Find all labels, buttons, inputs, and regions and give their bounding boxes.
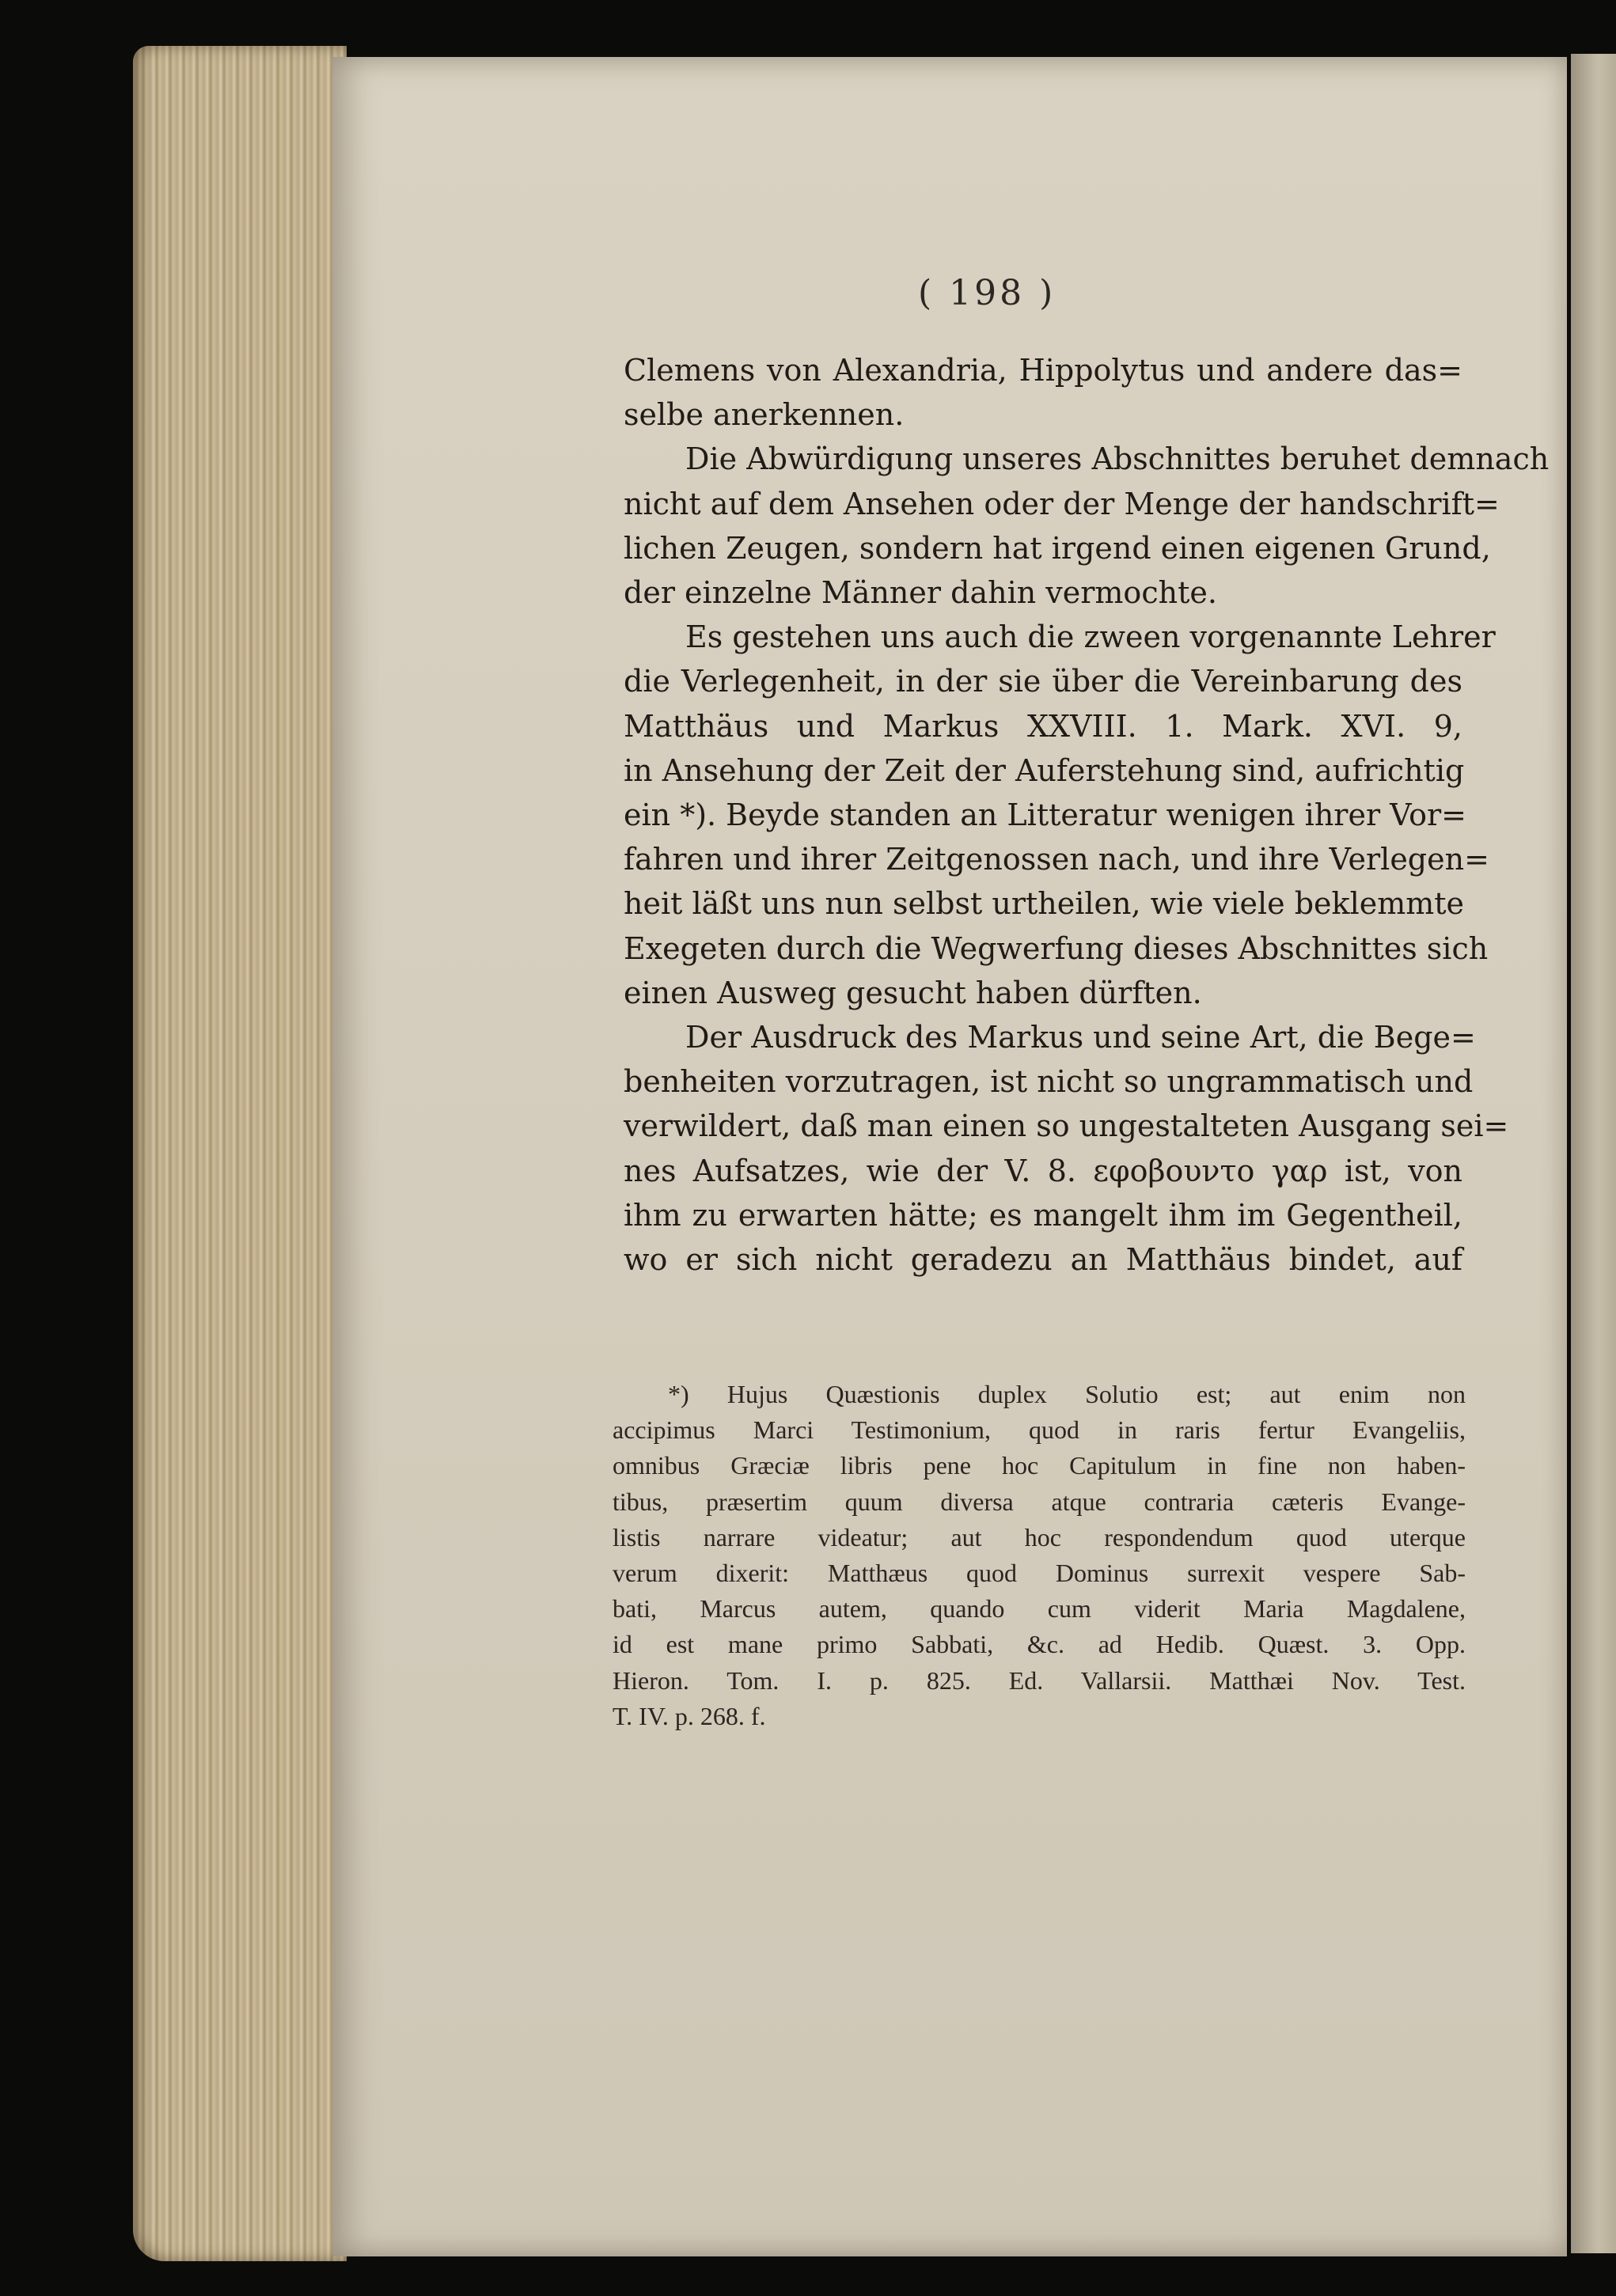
body-line: ihm zu erwarten hätte; es mangelt ihm im Gegentheil, [624, 1197, 1462, 1233]
body-line: Es gestehen uns auch die zween vorgenannte Lehrer [685, 619, 1496, 655]
body-line: in Ansehung der Zeit der Auferstehung sind, aufrichtig [624, 752, 1465, 788]
body-line: heit läßt uns nun selbst urtheilen, wie viele beklemmte [624, 886, 1465, 922]
body-text [624, 348, 1550, 1282]
body-line: die Verlegenheit, in der sie über die Vereinbarung des [624, 664, 1462, 699]
body-line: lichen Zeugen, sondern hat irgend einen eigenen Grund, [624, 530, 1491, 566]
body-line: Exegeten durch die Wegwerfung dieses Abschnittes sich [624, 930, 1489, 966]
footnote-line: accipimus Marci Testimonium, quod in raris fertur Evangeliis, [613, 1415, 1466, 1445]
body-line: wo er sich nicht geradezu an Matthäus bindet, auf [624, 1242, 1462, 1278]
body-line: Matthäus und Markus XXVIII. 1. Mark. XVI. 9, [624, 708, 1462, 744]
footnote-line: T. IV. p. 268. f. [613, 1701, 766, 1730]
body-line: einen Ausweg gesucht haben dürften. [624, 975, 1202, 1010]
body-line: benheiten vorzutragen, ist nicht so ungrammatisch und [624, 1064, 1474, 1100]
footnote-line: Hieron. Tom. I. p. 825. Ed. Vallarsii. Matthæi Nov. Test. [613, 1665, 1466, 1695]
body-line: nicht auf dem Ansehen oder der Menge der handschrift= [624, 486, 1500, 521]
body-line: ein *). Beyde standen an Litteratur wenigen ihrer Vor= [624, 798, 1467, 833]
footnote-line: verum dixerit: Matthæus quod Dominus surrexit vespere Sab- [613, 1559, 1466, 1588]
page-number: ( 198 ) [918, 273, 1056, 313]
body-line: Die Abwürdigung unseres Abschnittes beruhet demnach [685, 441, 1550, 477]
body-line: selbe anerkennen. [624, 397, 905, 433]
footnote-line: tibus, præsertim quum diversa atque contraria cæteris Evange- [613, 1487, 1466, 1516]
footnote-line: id est mane primo Sabbati, &c. ad Hedib. Quæst. 3. Opp. [613, 1630, 1466, 1659]
footnote-line: *) Hujus Quæstionis duplex Solutio est; aut enim non [668, 1380, 1466, 1408]
footnote-line: omnibus Græciæ libris pene hoc Capitulum in fine non haben- [613, 1451, 1466, 1480]
facing-page-edge [1571, 54, 1616, 2253]
footnote [613, 1377, 1466, 1734]
page-edges [133, 46, 347, 2261]
body-line: verwildert, daß man einen so ungestalteten Ausgang sei= [624, 1108, 1509, 1144]
body-line: Der Ausdruck des Markus und seine Art, die Bege= [685, 1020, 1476, 1055]
footnote-line: listis narrare videatur; aut hoc respondendum quod uterque [613, 1522, 1466, 1552]
body-line: nes Aufsatzes, wie der V. 8. εφοβουντο γαρ ist, von [624, 1153, 1462, 1188]
footnote-line: bati, Marcus autem, quando cum viderit Maria Magdalene, [613, 1594, 1466, 1623]
body-line: Clemens von Alexandria, Hippolytus und andere das= [624, 353, 1462, 388]
body-line: der einzelne Männer dahin vermochte. [624, 575, 1217, 611]
body-line: fahren und ihrer Zeitgenossen nach, und ihre Verlegen= [624, 842, 1489, 877]
